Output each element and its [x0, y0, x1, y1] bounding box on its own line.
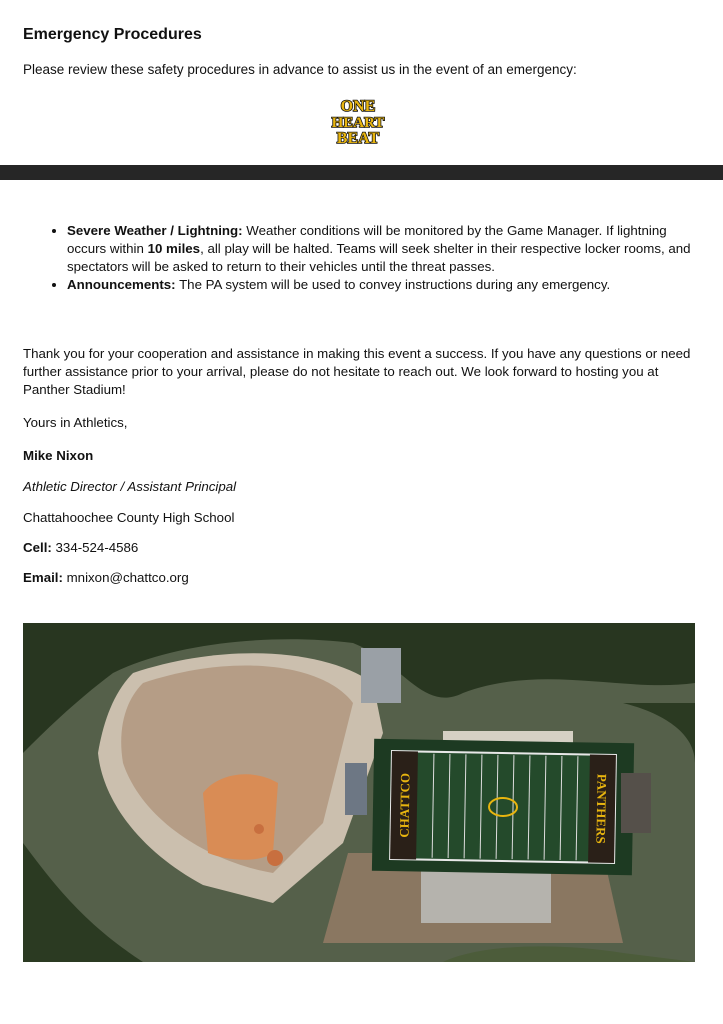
signature-name: Mike Nixon [23, 448, 94, 463]
lightning-distance: 10 miles [147, 241, 201, 256]
signature-email: Email: mnixon@chattco.org [23, 570, 189, 585]
procedure-list [23, 222, 693, 294]
stadium-aerial-image [23, 623, 695, 962]
procedure-announcements: • Announcements: The PA system will be used to convey instructions during any emergency. [67, 276, 693, 294]
page-title: Emergency Procedures [23, 26, 202, 43]
signature-cell: Cell: 334-524-4586 [23, 540, 139, 555]
svg-text:BEAT: BEAT [336, 130, 380, 147]
svg-text:ONE: ONE [340, 98, 376, 115]
one-heart-beat-logo [331, 95, 385, 147]
signature-school: Chattahoochee County High School [23, 510, 235, 525]
endzone-panthers: PANTHERS [593, 773, 610, 844]
procedure-label: Severe Weather / Lightning: [67, 223, 243, 238]
signature-title: Athletic Director / Assistant Principal [23, 479, 237, 494]
endzone-chattco: CHATTCO [396, 772, 413, 838]
section-divider [0, 165, 723, 180]
intro-text: Please review these safety procedures in advance to assist us in the event of an emergency: [23, 62, 577, 77]
thanks-paragraph: Thank you for your cooperation and assistance in making this event a success. If you have any questions or need further assistance prior to your arrival, please do not hesitate to reach out. We look forward to hosting you at Panther Stadium! [23, 346, 691, 397]
closing-line: Yours in Athletics, [23, 415, 128, 430]
procedure-label: Announcements: [67, 277, 176, 292]
svg-text:HEART: HEART [331, 115, 385, 131]
procedure-severe-weather: • Severe Weather / Lightning: Weather conditions will be monitored by the Game Manager. If lightning occurs within 10 miles, all play will be halted. Teams will seek shelter in their respective locker rooms, and spectators will be asked to return to their vehicles until the threat passes. [67, 222, 693, 276]
email-address: mnixon@chattco.org [62, 570, 189, 585]
